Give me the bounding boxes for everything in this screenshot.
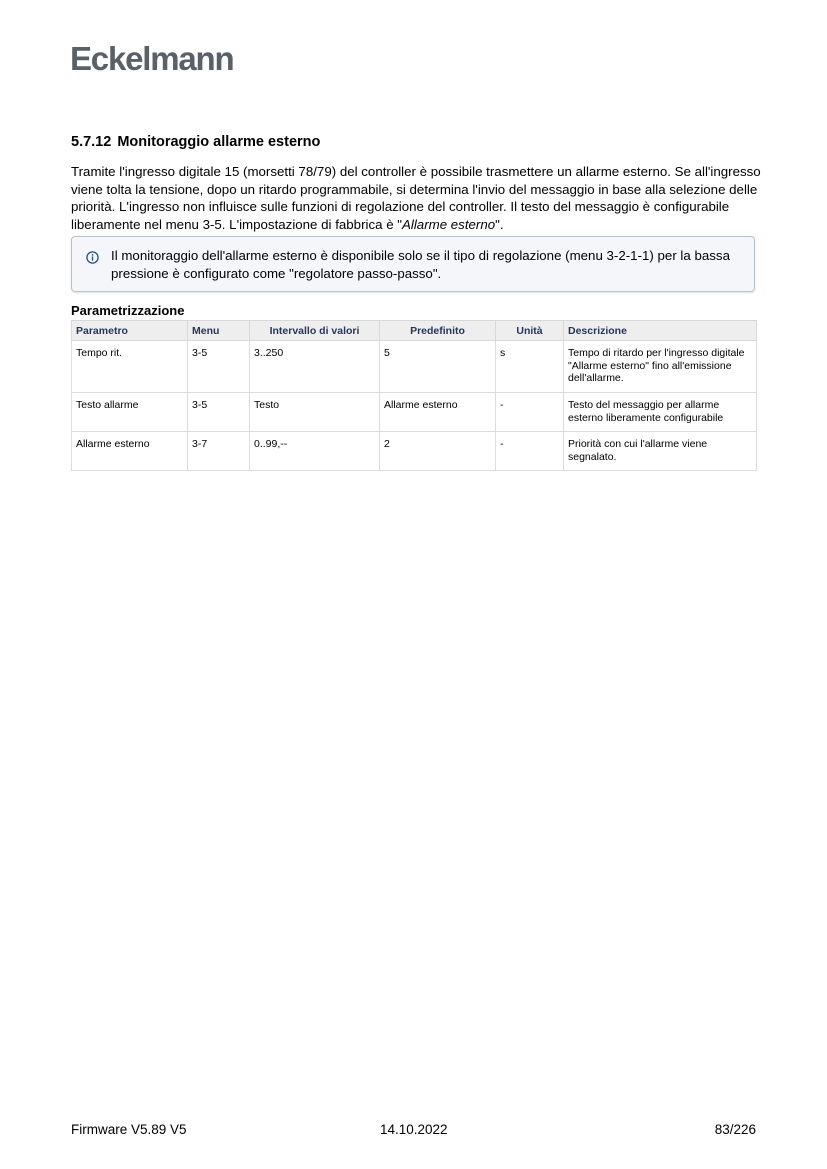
table-header-row [72, 321, 757, 341]
cell-parametro: Allarme esterno [72, 432, 188, 471]
info-note [71, 236, 755, 292]
cell-parametro: Testo allarme [72, 393, 188, 432]
parameters-table [71, 320, 757, 471]
cell-unita: - [496, 432, 564, 471]
cell-predefinito: 2 [380, 432, 496, 471]
cell-intervallo: 3..250 [250, 341, 380, 393]
cell-descrizione: Testo del messaggio per allarme esterno liberamente configurabile [564, 393, 757, 432]
table-row [72, 393, 757, 432]
cell-menu: 3-5 [188, 341, 250, 393]
intro-emphasis: Allarme esterno [402, 216, 496, 232]
section-title: Monitoraggio allarme esterno [117, 134, 321, 150]
section-heading [71, 134, 320, 150]
table-row [72, 432, 757, 471]
footer-page-number: 83/226 [714, 1122, 756, 1137]
company-logo: Eckelmann [70, 40, 234, 77]
column-header-descrizione: Descrizione [564, 321, 757, 341]
footer-firmware: Firmware V5.89 V5 [71, 1122, 187, 1137]
column-header-menu: Menu [188, 321, 250, 341]
parameters-heading: Parametrizzazione [71, 303, 185, 318]
intro-text-before: Tramite l'ingresso digitale 15 (morsetti 78/79) del controller è possibile trasmettere un allarme esterno. Se all'ingresso viene tolta la tensione, dopo un ritardo programmabile, si determina l'invio del messaggio in base alla selezione delle priorità. L'ingresso non influisce sulle funzioni di regolazione del controller. Il testo del messaggio è configurabile liberamente nel menu 3-5. L'impostazione di fabbrica è " [71, 164, 761, 232]
cell-predefinito: Allarme esterno [380, 393, 496, 432]
table-row [72, 341, 757, 393]
column-header-parametro: Parametro [72, 321, 188, 341]
cell-menu: 3-5 [188, 393, 250, 432]
info-circle-icon [86, 251, 99, 264]
column-header-predefinito: Predefinito [380, 321, 496, 341]
column-header-unita: Unità [496, 321, 564, 341]
footer-date: 14.10.2022 [380, 1122, 448, 1137]
cell-intervallo: Testo [250, 393, 380, 432]
cell-descrizione: Tempo di ritardo per l'ingresso digitale "Allarme esterno" fino all'emissione dell'allarme. [564, 341, 757, 393]
cell-menu: 3-7 [188, 432, 250, 471]
cell-intervallo: 0..99,-- [250, 432, 380, 471]
column-header-intervallo: Intervallo di valori [250, 321, 380, 341]
intro-text-after: ". [495, 216, 504, 232]
cell-unita: s [496, 341, 564, 393]
intro-paragraph [71, 163, 761, 233]
cell-descrizione: Priorità con cui l'allarme viene segnalato. [564, 432, 757, 471]
section-number: 5.7.12 [71, 134, 112, 150]
info-note-text: Il monitoraggio dell'allarme esterno è disponibile solo se il tipo di regolazione (menu 3-2-1-1) per la bassa pressione è configurato come "regolatore passo-passo". [111, 248, 730, 281]
cell-unita: - [496, 393, 564, 432]
cell-predefinito: 5 [380, 341, 496, 393]
cell-parametro: Tempo rit. [72, 341, 188, 393]
